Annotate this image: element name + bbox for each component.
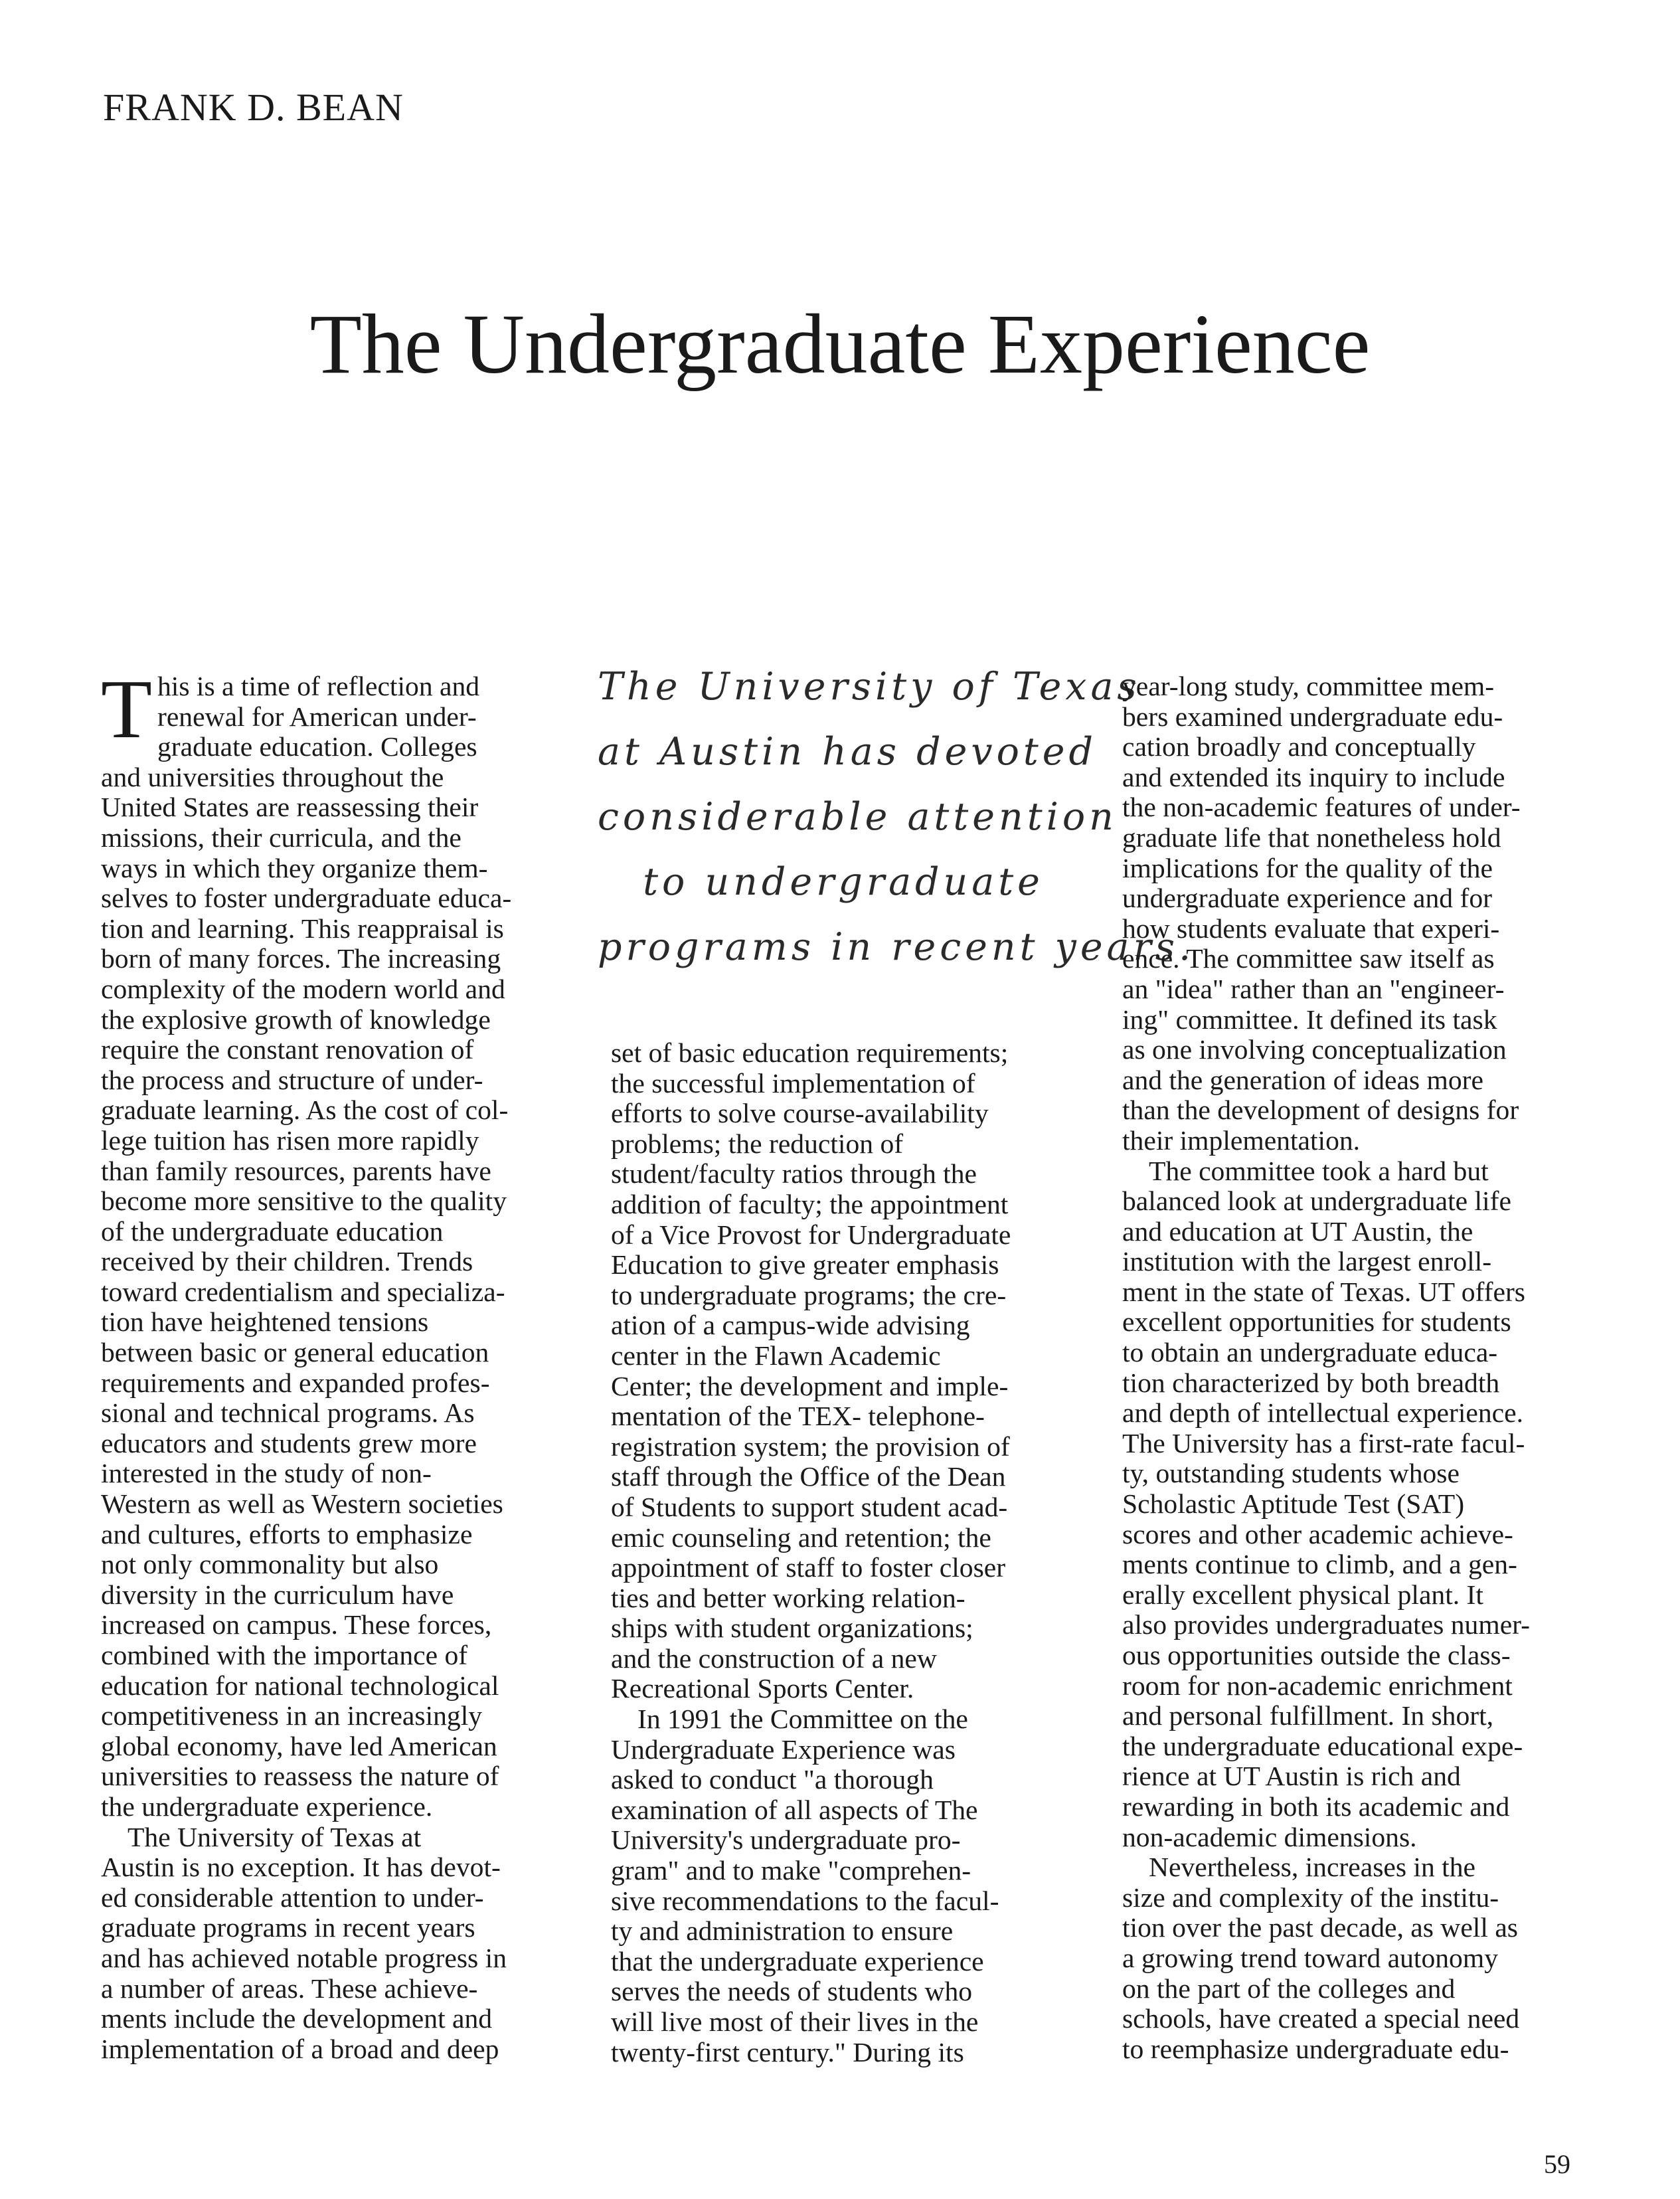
text-line: ments include the development and (101, 2003, 493, 2034)
text-line: education for national technological (101, 1670, 499, 1701)
text-line: a growing trend toward autonomy (1122, 1942, 1499, 1973)
author-name: FRANK D. BEAN (103, 86, 404, 129)
text-line: diversity in the curriculum have (101, 1579, 454, 1610)
text-line: cation broadly and conceptually (1122, 731, 1476, 762)
text-line: the process and structure of under- (101, 1064, 483, 1095)
text-line: excellent opportunities for students (1122, 1306, 1511, 1338)
text-line: and education at UT Austin, the (1122, 1215, 1473, 1247)
text-line: and universities throughout the (101, 761, 444, 792)
text-line: size and complexity of the institu- (1122, 1882, 1499, 1913)
text-line: ty and administration to ensure (611, 1915, 954, 1947)
text-line: on the part of the colleges and (1122, 1973, 1456, 2004)
text-line: twenty-first century." During its (611, 2036, 964, 2067)
text-line: increased on campus. These forces, (101, 1609, 492, 1640)
text-line: serves the needs of students who (611, 1976, 973, 2007)
pull-quote-line: considerable attention (598, 795, 1118, 839)
text-line: ships with student organizations; (611, 1613, 973, 1644)
text-line: implementation of a broad and deep (101, 2033, 499, 2064)
text-line: to obtain an undergraduate educa- (1122, 1337, 1498, 1368)
text-line: institution with the largest enroll- (1122, 1246, 1492, 1277)
text-line: combined with the importance of (101, 1640, 468, 1670)
text-line: between basic or general education (101, 1337, 489, 1368)
text-line: and extended its inquiry to include (1122, 761, 1505, 792)
text-line: implications for the quality of the (1122, 852, 1493, 883)
text-line: competitiveness in an increasingly (101, 1700, 483, 1731)
text-line: addition of faculty; the appointment (611, 1188, 1009, 1219)
article-title: The Undergraduate Experience (309, 297, 1371, 391)
text-line: schools, have created a special need (1122, 2003, 1520, 2034)
text-line: become more sensitive to the quality (101, 1186, 507, 1217)
text-line: staff through the Office of the Dean (611, 1461, 1006, 1492)
text-column-2 (611, 1038, 1082, 2067)
text-line: require the constant renovation of (101, 1034, 474, 1065)
text-line: The University has a first-rate facul- (1122, 1427, 1525, 1458)
text-line: complexity of the modern world and (101, 973, 505, 1004)
text-line: appointment of staff to foster closer (611, 1552, 1006, 1583)
text-column-3 (1122, 671, 1594, 2064)
text-line: sive recommendations to the facul- (611, 1885, 999, 1916)
text-line: also provides undergraduates numer- (1122, 1609, 1531, 1640)
page-number: 59 (1544, 2149, 1570, 2179)
text-line: balanced look at undergraduate life (1122, 1186, 1511, 1217)
text-line: to undergraduate programs; the cre- (611, 1279, 1007, 1310)
text-line: gram" and to make "comprehen- (611, 1855, 971, 1886)
text-line: ed considerable attention to under- (101, 1882, 484, 1913)
text-line: tion characterized by both breadth (1122, 1367, 1500, 1398)
text-line: global economy, have led American (101, 1730, 497, 1761)
pull-quote-line: to undergraduate (643, 860, 1044, 904)
text-line: than the development of designs for (1122, 1095, 1519, 1126)
text-line: Center; the development and imple- (611, 1370, 1009, 1401)
text-line: graduate learning. As the cost of col- (101, 1095, 509, 1126)
text-line: his is a time of reflection and (157, 671, 480, 701)
text-line: tion and learning. This reappraisal is (101, 913, 504, 944)
text-line: undergraduate experience and for (1122, 883, 1492, 914)
text-line: United States are reassessing their (101, 792, 479, 823)
text-line: room for non-academic enrichment (1122, 1670, 1513, 1701)
text-line: lege tuition has risen more rapidly (101, 1124, 479, 1156)
text-line: to reemphasize undergraduate edu- (1122, 2033, 1509, 2064)
text-column-1 (101, 663, 566, 2064)
drop-cap: T (101, 663, 152, 756)
text-line: requirements and expanded profes- (101, 1367, 490, 1398)
text-line: the undergraduate experience. (101, 1791, 433, 1822)
text-line: and cultures, efforts to emphasize (101, 1518, 473, 1549)
text-line: toward credentialism and specializa- (101, 1276, 505, 1307)
text-line: received by their children. Trends (101, 1246, 473, 1277)
text-line: and personal fulfillment. In short, (1122, 1700, 1494, 1731)
pull-quote-line: programs in recent years. (598, 925, 1195, 969)
text-line: selves to foster undergraduate educa- (101, 883, 512, 914)
text-line: an "idea" rather than an "engineer- (1122, 973, 1505, 1004)
text-line: how students evaluate that experi- (1122, 913, 1500, 944)
text-line: and the generation of ideas more (1122, 1064, 1483, 1095)
text-line: emic counseling and retention; the (611, 1522, 991, 1553)
text-line: the non-academic features of under- (1122, 792, 1521, 823)
text-line: rewarding in both its academic and (1122, 1791, 1510, 1822)
text-line: graduate programs in recent years (101, 1912, 475, 1943)
text-line: bers examined undergraduate edu- (1122, 701, 1503, 732)
text-line: missions, their curricula, and the (101, 822, 462, 853)
text-line: efforts to solve course-availability (611, 1098, 989, 1129)
text-line: the explosive growth of knowledge (101, 1004, 491, 1035)
text-line: that the undergraduate experience (611, 1945, 984, 1977)
text-line: graduate life that nonetheless hold (1122, 822, 1501, 853)
pull-quote-line: The University of Texas (598, 665, 1141, 709)
text-line: of Students to support student acad- (611, 1491, 1008, 1522)
text-line: ways in which they organize them- (101, 852, 488, 883)
text-line: non-academic dimensions. (1122, 1821, 1417, 1852)
text-line: Education to give greater emphasis (611, 1249, 999, 1280)
text-line: than family resources, parents have (101, 1155, 491, 1186)
pull-quote (598, 654, 1195, 980)
text-line: and depth of intellectual experience. (1122, 1397, 1523, 1429)
text-line: University's undergraduate pro- (611, 1824, 961, 1856)
text-line: ing" committee. It defined its task (1122, 1004, 1497, 1035)
text-line: scores and other academic achieve- (1122, 1518, 1513, 1549)
text-line: Austin is no exception. It has devot- (101, 1852, 501, 1883)
text-line: Scholastic Aptitude Test (SAT) (1122, 1488, 1465, 1520)
text-line: The University of Texas at (127, 1821, 422, 1852)
text-line: The committee took a hard but (1149, 1155, 1489, 1186)
text-line: renewal for American under- (157, 701, 477, 732)
text-line: In 1991 the Committee on the (637, 1704, 968, 1735)
text-line: ment in the state of Texas. UT offers (1122, 1276, 1525, 1307)
text-line: the successful implementation of (611, 1067, 975, 1099)
text-line: will live most of their lives in the (611, 2006, 979, 2037)
text-line: ments continue to climb, and a gen- (1122, 1549, 1517, 1580)
text-line: educators and students grew more (101, 1427, 477, 1458)
text-line: registration system; the provision of (611, 1431, 1010, 1462)
text-line: ence. The committee saw itself as (1122, 943, 1495, 974)
text-line: mentation of the TEX- telephone- (611, 1401, 985, 1432)
text-line: universities to reassess the nature of (101, 1761, 499, 1792)
text-line: of the undergraduate education (101, 1215, 444, 1247)
text-line: Nevertheless, increases in the (1149, 1852, 1475, 1883)
text-line: their implementation. (1122, 1124, 1361, 1156)
text-line: examination of all aspects of The (611, 1794, 978, 1825)
text-line: center in the Flawn Academic (611, 1340, 941, 1371)
text-line: of a Vice Provost for Undergraduate (611, 1219, 1011, 1250)
text-line: tion over the past decade, as well as (1122, 1912, 1518, 1943)
text-line: erally excellent physical plant. It (1122, 1579, 1483, 1610)
text-line: student/faculty ratios through the (611, 1158, 977, 1189)
text-line: and the construction of a new (611, 1642, 937, 1674)
pull-quote-line: at Austin has devoted (598, 730, 1098, 774)
text-line: a number of areas. These achieve- (101, 1973, 478, 2004)
text-line: ous opportunities outside the class- (1122, 1640, 1511, 1670)
text-line: Undergraduate Experience was (611, 1733, 956, 1765)
text-line: ty, outstanding students whose (1122, 1458, 1460, 1489)
text-line: tion have heightened tensions (101, 1306, 429, 1338)
text-line: problems; the reduction of (611, 1128, 904, 1159)
text-line: set of basic education requirements; (611, 1037, 1009, 1068)
text-line: graduate education. Colleges (157, 731, 477, 762)
text-line: rience at UT Austin is rich and (1122, 1761, 1461, 1792)
text-line: as one involving conceptualization (1122, 1034, 1507, 1065)
text-line: sional and technical programs. As (101, 1397, 475, 1429)
text-line: and has achieved notable progress in (101, 1942, 507, 1973)
text-line: asked to conduct "a thorough (611, 1764, 934, 1795)
text-line: not only commonality but also (101, 1549, 439, 1580)
text-line: Western as well as Western societies (101, 1488, 503, 1520)
text-line: ation of a campus-wide advising (611, 1310, 970, 1341)
text-line: born of many forces. The increasing (101, 943, 501, 974)
text-line: year-long study, committee mem- (1122, 671, 1495, 701)
text-line: the undergraduate educational expe- (1122, 1730, 1523, 1761)
text-line: Recreational Sports Center. (611, 1673, 914, 1704)
text-line: interested in the study of non- (101, 1458, 432, 1489)
text-line: ties and better working relation- (611, 1582, 966, 1613)
